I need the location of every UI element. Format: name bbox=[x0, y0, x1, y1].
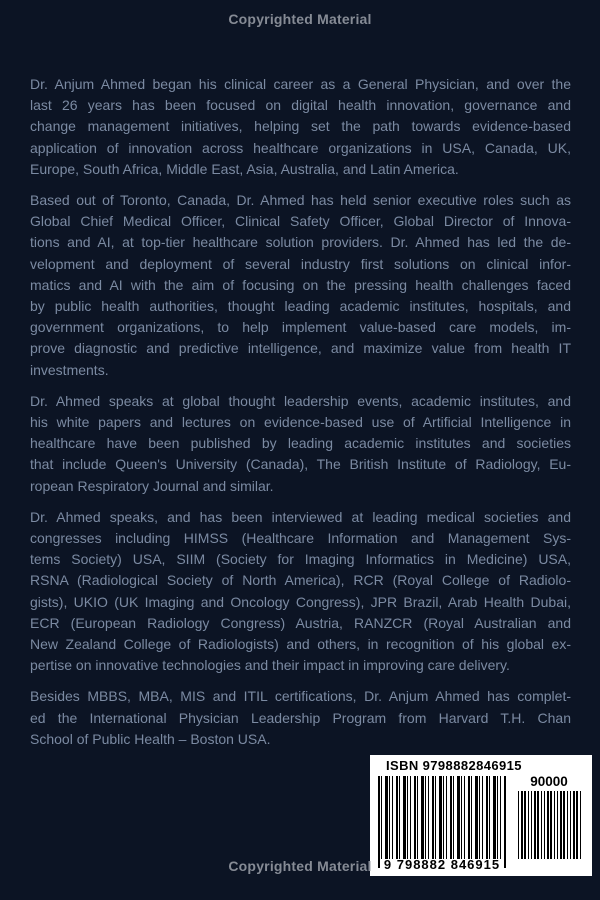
bio-paragraph bbox=[30, 686, 571, 750]
bio-line: investments. bbox=[30, 361, 109, 378]
bio-line: Dr. Ahmed speaks at global thought leadership events, academic institutes, and bbox=[30, 392, 571, 409]
bio-line: pertise on innovative technologies and their impact in improving care delivery. bbox=[30, 657, 510, 674]
supplemental-barcode bbox=[518, 791, 581, 859]
bio-line: congresses including HIMSS (Healthcare Information and Management Sys- bbox=[30, 530, 571, 547]
price-code: 90000 bbox=[530, 774, 568, 789]
bio-line: government organizations, to help implement value-based care models, im- bbox=[30, 319, 571, 336]
bio-line: change management initiatives, helping set the path towards evidence-based bbox=[30, 118, 571, 135]
bio-line: School of Public Health – Boston USA. bbox=[30, 730, 271, 747]
bio-line: ECR (European Radiology Congress) Austria, RANZCR (Royal Australian and bbox=[30, 614, 571, 631]
bio-paragraph bbox=[30, 391, 571, 497]
bio-line: ed the International Physician Leadership Program from Harvard T.H. Chan bbox=[30, 709, 571, 726]
copyright-notice-bottom: Copyrighted Material bbox=[228, 858, 372, 874]
bio-paragraph bbox=[30, 190, 571, 381]
bio-line: Global Chief Medical Officer, Clinical Safety Officer, Global Director of Innova- bbox=[30, 213, 571, 230]
bio-line: Besides MBBS, MBA, MIS and ITIL certifications, Dr. Anjum Ahmed has complet- bbox=[30, 688, 571, 705]
bio-line: his white papers and lectures on evidence-based use of Artificial Intelligence in bbox=[30, 414, 571, 431]
copyright-notice-top: Copyrighted Material bbox=[228, 11, 372, 27]
ean-digits: 9 798882 846915 bbox=[383, 857, 501, 872]
bio-line: Europe, South Africa, Middle East, Asia, Australia, and Latin America. bbox=[30, 160, 459, 177]
bio-line: application of innovation across healthcare organizations in USA, Canada, UK, bbox=[30, 139, 571, 156]
bio-line: New Zealand College of Radiologists) and others, in recognition of his global ex- bbox=[30, 636, 571, 653]
bio-line: ropean Respiratory Journal and similar. bbox=[30, 477, 274, 494]
bio-line: by public health authorities, thought leading academic institutes, hospitals, and bbox=[30, 298, 571, 315]
bio-line: Based out of Toronto, Canada, Dr. Ahmed has held senior executive roles such as bbox=[30, 192, 571, 209]
bio-line: prove diagnostic and predictive intelligence, and maximize value from health IT bbox=[30, 340, 571, 357]
bio-text-block bbox=[30, 74, 571, 760]
bio-line: tions and AI, at top-tier healthcare solution providers. Dr. Ahmed has led the de- bbox=[30, 234, 571, 251]
bio-line: that include Queen's University (Canada), The British Institute of Radiology, Eu- bbox=[30, 456, 571, 473]
bio-line: last 26 years has been focused on digital health innovation, governance and bbox=[30, 97, 571, 114]
bio-line: matics and AI with the aim of focusing on the pressing health challenges faced bbox=[30, 276, 571, 293]
bio-paragraph bbox=[30, 74, 571, 180]
bio-line: velopment and deployment of several industry first solutions on clinical infor- bbox=[30, 255, 571, 272]
bio-line: tems Society) USA, SIIM (Society for Imaging Informatics in Medicine) USA, bbox=[30, 551, 571, 568]
isbn-label: ISBN 9798882846915 bbox=[386, 758, 522, 773]
bio-line: RSNA (Radiological Society of North America), RCR (Royal College of Radiolo- bbox=[30, 572, 571, 589]
bio-line: Dr. Ahmed speaks, and has been interviewed at leading medical societies and bbox=[30, 508, 571, 525]
bio-paragraph bbox=[30, 507, 571, 677]
bio-line: Dr. Anjum Ahmed began his clinical career as a General Physician, and over the bbox=[30, 76, 571, 92]
bio-line: healthcare have been published by leading academic institutes and societies bbox=[30, 435, 571, 452]
bio-line: gists), UKIO (UK Imaging and Oncology Congress), JPR Brazil, Arab Health Dubai, bbox=[30, 593, 571, 610]
ean-barcode bbox=[378, 776, 506, 859]
